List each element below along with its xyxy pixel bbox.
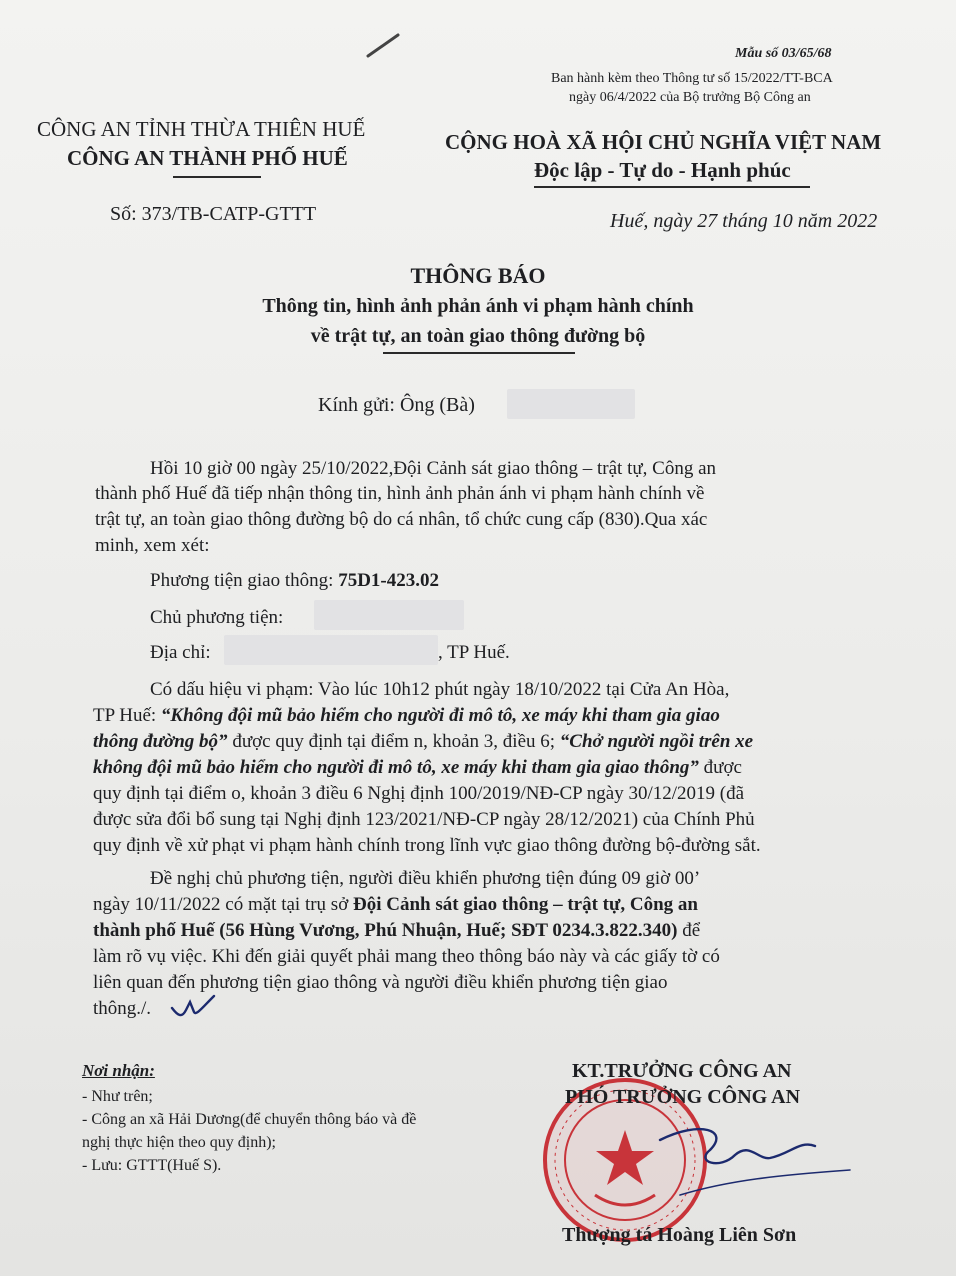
form-issued-line2: ngày 06/4/2022 của Bộ trưởng Bộ Công an — [569, 90, 811, 105]
motto: Độc lập - Tự do - Hạnh phúc — [534, 158, 791, 182]
signature-authority-line1: KT.TRƯỞNG CÔNG AN — [572, 1060, 792, 1082]
violation-line5: quy định tại điểm o, khoản 3 điều 6 Nghị định 100/2019/NĐ-CP ngày 30/12/2019 (đã — [93, 783, 745, 804]
request-office: Đội Cảnh sát giao thông – trật tự, Công an — [353, 894, 698, 915]
document-title: THÔNG BÁO — [410, 263, 546, 288]
request-line2-text: ngày 10/11/2022 có mặt tại trụ sở — [93, 894, 353, 915]
request-line6: thông./. — [93, 998, 152, 1019]
vehicle-plate: 75D1-423.02 — [338, 570, 439, 591]
para1-line1: Hồi 10 giờ 00 ngày 25/10/2022,Đội Cảnh sát giao thông – trật tự, Công an — [150, 458, 717, 479]
request-line2 — [93, 894, 698, 916]
vehicle-label: Phương tiện giao thông: — [150, 570, 339, 591]
address-suffix: , TP Huế. — [438, 642, 510, 663]
agency-parent: CÔNG AN TỈNH THỪA THIÊN HUẾ — [37, 117, 366, 141]
violation-line2 — [93, 705, 720, 727]
subtitle-underline — [383, 352, 575, 354]
violation-quote2-part2: không đội mũ bảo hiểm cho người đi mô tô, xe máy khi tham gia giao thông” — [93, 757, 699, 778]
violation-line4 — [93, 757, 742, 779]
distribution-item-4: - Lưu: GTTT(Huế S). — [82, 1157, 222, 1174]
national-title: CỘNG HOÀ XÃ HỘI CHỦ NGHĨA VIỆT NAM — [445, 130, 882, 154]
violation-quote1-part1: “Không đội mũ bảo hiểm cho người đi mô tô, xe máy khi tham gia giao — [160, 705, 720, 726]
form-issued-line1: Ban hành kèm theo Thông tư số 15/2022/TT-BCA — [551, 71, 833, 86]
request-address: thành phố Huế (56 Hùng Vương, Phú Nhuận, Huế; SĐT 0234.3.822.340) — [93, 920, 678, 941]
violation-clause1: được quy định tại điểm n, khoản 3, điều 6; — [227, 731, 560, 752]
violation-line3 — [93, 731, 753, 753]
request-line1: Đề nghị chủ phương tiện, người điều khiển phương tiện đúng 09 giờ 00’ — [150, 868, 701, 889]
owner-label: Chủ phương tiện: — [150, 607, 284, 628]
request-line3-end: để — [677, 920, 701, 941]
redacted-recipient — [507, 389, 635, 419]
pen-mark — [366, 32, 400, 58]
document-number: Số: 373/TB-CATP-GTTT — [110, 203, 317, 225]
signer-name: Thượng tá Hoàng Liên Sơn — [562, 1224, 797, 1246]
distribution-title: Nơi nhận: — [82, 1061, 155, 1080]
form-number: Mẫu số 03/65/68 — [735, 46, 832, 61]
violation-line6: được sửa đổi bổ sung tại Nghị định 123/2021/NĐ-CP ngày 28/12/2021) của Chính Phủ — [93, 809, 755, 830]
signature-authority-line2: PHÓ TRƯỞNG CÔNG AN — [565, 1086, 801, 1108]
request-line5: liên quan đến phương tiện giao thông và người điều khiển phương tiện giao — [93, 972, 668, 993]
document-subtitle-1: Thông tin, hình ảnh phản ánh vi phạm hành chính — [262, 295, 694, 317]
violation-quote1-part2: thông đường bộ” — [93, 731, 228, 752]
agency-underline — [173, 176, 261, 178]
violation-clause2: được — [698, 757, 742, 778]
para1-line4: minh, xem xét: — [95, 535, 210, 556]
para1-line2: thành phố Huế đã tiếp nhận thông tin, hình ảnh phản ánh vi phạm hành chính về — [95, 483, 705, 504]
agency: CÔNG AN THÀNH PHỐ HUẾ — [67, 146, 348, 170]
distribution-item-1: - Như trên; — [82, 1088, 153, 1105]
pen-check-mark — [168, 990, 218, 1020]
redacted-owner — [314, 600, 464, 630]
request-line4: làm rõ vụ việc. Khi đến giải quyết phải mang theo thông báo này và các giấy tờ có — [93, 946, 720, 967]
motto-underline — [534, 186, 810, 188]
distribution-item-2: - Công an xã Hải Dương(để chuyển thông báo và đề — [82, 1111, 417, 1128]
violation-line7: quy định về xử phạt vi phạm hành chính trong lĩnh vực giao thông đường bộ-đường sắt. — [93, 835, 761, 856]
address-label: Địa chỉ: — [150, 642, 211, 663]
distribution-item-3: nghị thực hiện theo quy định); — [82, 1134, 276, 1151]
redacted-address — [224, 635, 438, 665]
date-line: Huế, ngày 27 tháng 10 năm 2022 — [610, 210, 878, 232]
request-line3 — [93, 920, 700, 942]
handwritten-signature — [640, 1100, 860, 1210]
violation-location: TP Huế: — [93, 705, 161, 726]
violation-line1: Có dấu hiệu vi phạm: Vào lúc 10h12 phút ngày 18/10/2022 tại Cửa An Hòa, — [150, 679, 730, 700]
recipient-label: Kính gửi: Ông (Bà) — [318, 394, 475, 416]
document-subtitle-2: về trật tự, an toàn giao thông đường bộ — [310, 325, 646, 347]
para1-line3: trật tự, an toàn giao thông đường bộ do cá nhân, tổ chức cung cấp (830).Qua xác — [95, 509, 708, 530]
vehicle-line — [150, 570, 439, 592]
violation-quote2-part1: “Chở người ngồi trên xe — [559, 731, 754, 752]
